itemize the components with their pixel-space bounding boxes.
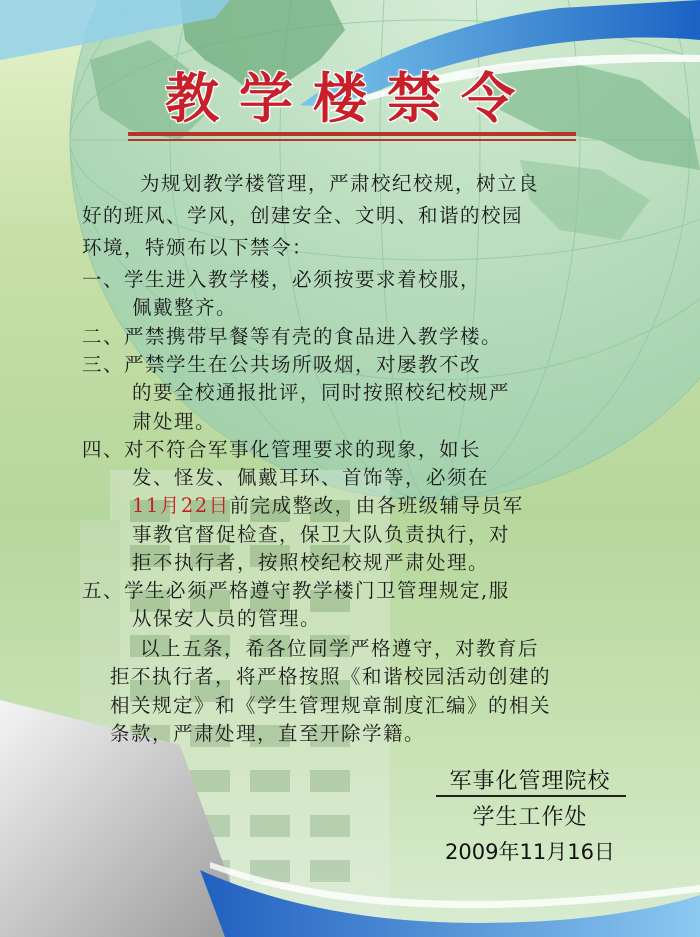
- rule-item-1-cont: 佩戴整齐。: [132, 296, 238, 319]
- rule-item-4-cont: 事教官督促检查，保卫大队负责执行，对: [132, 523, 511, 546]
- signature-date: 2009年11月16日: [445, 840, 615, 864]
- closing-line: 相关规定》和《学生管理规章制度汇编》的相关: [110, 694, 552, 717]
- signature-school: 军事化管理院校: [449, 769, 611, 794]
- intro-line: 为规划教学楼管理，严肃校纪校规，树立良: [140, 172, 540, 195]
- rule-item-5-cont: 从保安人员的管理。: [132, 607, 322, 630]
- rule-item-3-cont: 的要全校通报批评，同时按照校纪校规严: [132, 381, 511, 404]
- page-title: 教学楼禁令: [165, 66, 535, 130]
- rule-item-1: 一、学生进入教学楼，必须按要求着校服，: [82, 268, 482, 291]
- signature-office: 学生工作处: [472, 805, 588, 830]
- closing-line: 拒不执行者，将严格按照《和谐校园活动创建的: [110, 665, 552, 688]
- closing-line: 条款，严肃处理，直至开除学籍。: [110, 722, 426, 745]
- rule-item-3-cont: 肃处理。: [132, 410, 217, 433]
- closing-line: 以上五条，希各位同学严格遵守，对教育后: [140, 637, 540, 660]
- signature-underline: [436, 795, 626, 797]
- rule-item-4: 四、对不符合军事化管理要求的现象，如长: [82, 438, 482, 461]
- rule-item-4-cont: 发、怪发、佩戴耳环、首饰等，必须在: [132, 466, 490, 489]
- rule-item-4-cont: 11月22日前完成整改，由各班级辅导员军: [132, 494, 524, 517]
- rule-item-5: 五、学生必须严格遵守教学楼门卫管理规定,服: [82, 579, 510, 602]
- rule-item-4-cont: 拒不执行者，按照校纪校规严肃处理。: [132, 551, 490, 574]
- deadline-date: 11月22日: [132, 494, 230, 517]
- rule-item-3: 三、严禁学生在公共场所吸烟，对屡教不改: [82, 353, 482, 376]
- intro-line: 好的班风、学风，创建安全、文明、和谐的校园: [82, 204, 524, 227]
- intro-line: 环境，特颁布以下禁令：: [82, 236, 314, 259]
- rule-item-2: 二、严禁携带早餐等有壳的食品进入教学楼。: [82, 325, 503, 348]
